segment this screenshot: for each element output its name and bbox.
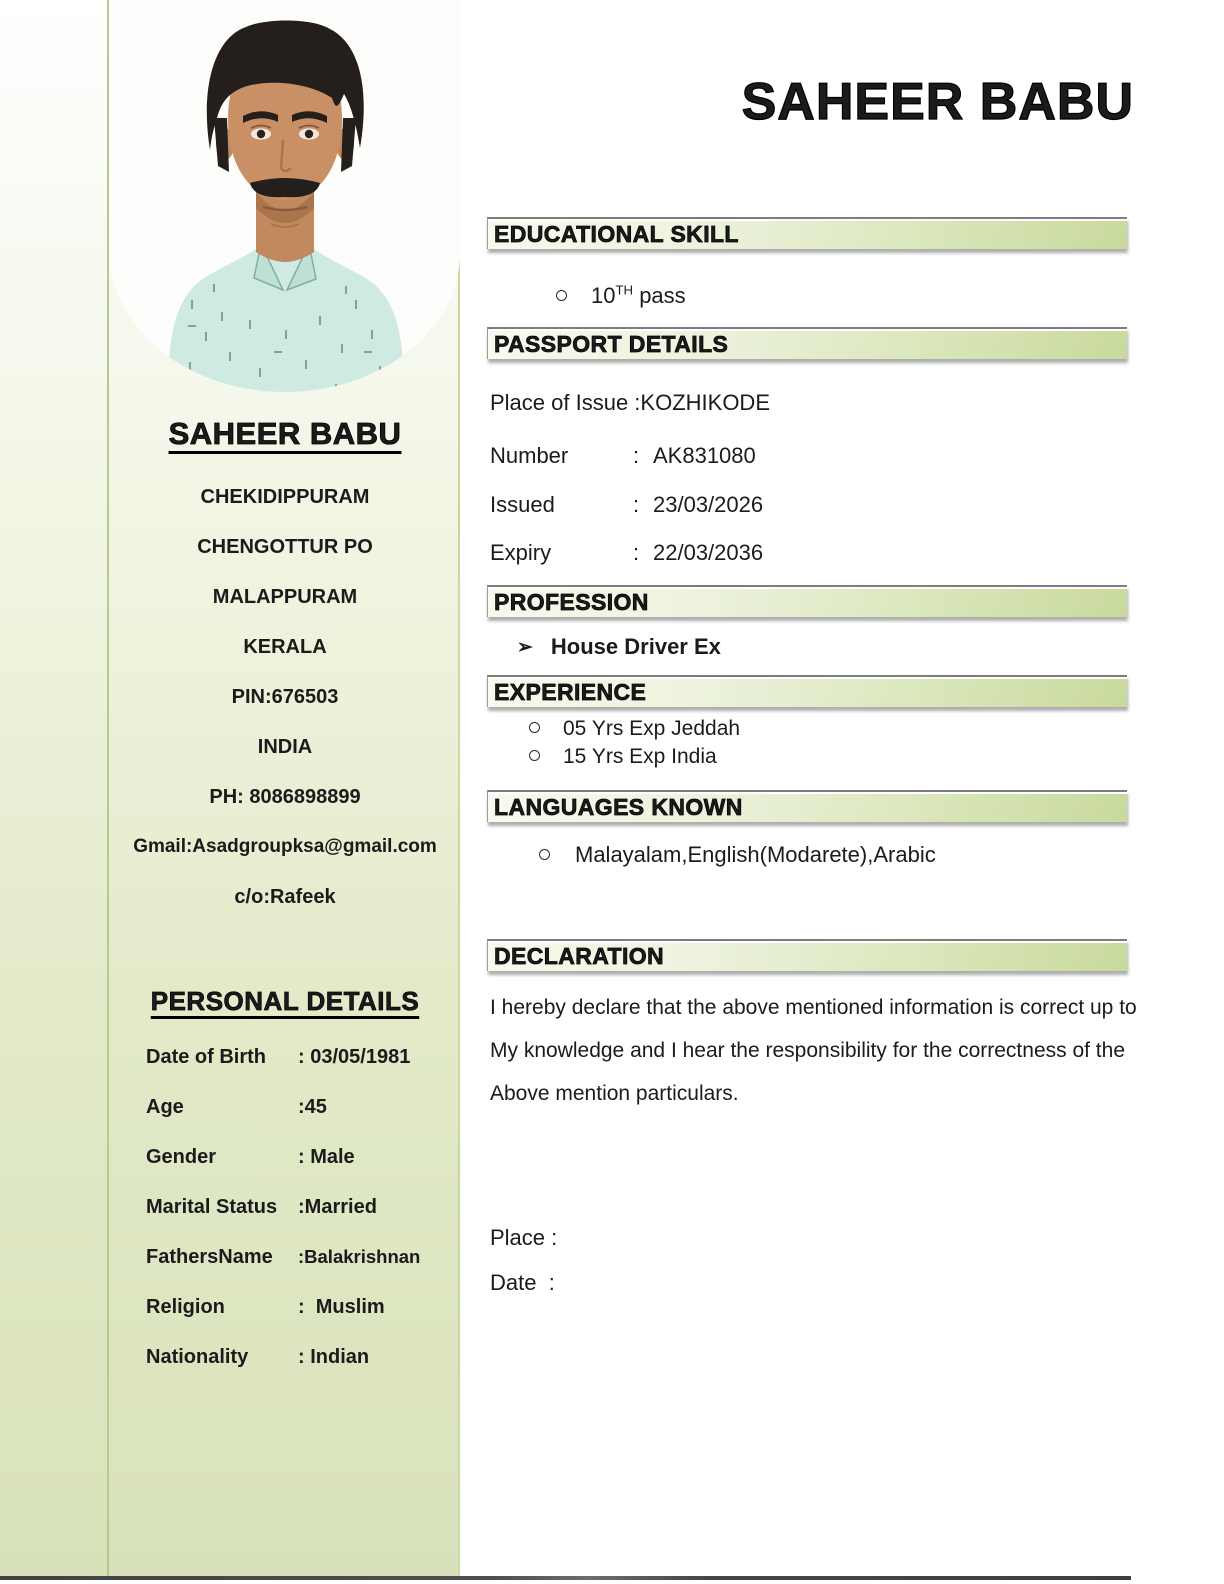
address-line: PH: 8086898899 bbox=[209, 786, 361, 808]
declaration-date-label: Date : bbox=[490, 1270, 555, 1295]
sidebar-divider-line bbox=[107, 0, 109, 1576]
address-line: INDIA bbox=[257, 736, 313, 758]
page-bottom-edge bbox=[0, 1576, 1131, 1580]
section-heading: DECLARATION bbox=[494, 943, 665, 969]
section-bar-languages bbox=[487, 790, 1127, 822]
personal-detail-row bbox=[146, 1082, 452, 1132]
passport-row bbox=[490, 490, 763, 520]
circle-bullet-icon bbox=[529, 750, 540, 761]
profession-text: House Driver Ex bbox=[550, 634, 721, 659]
page-title: SAHEER BABU bbox=[741, 73, 1134, 131]
detail-label: Date of Birth bbox=[146, 1046, 266, 1068]
personal-details-list bbox=[146, 1032, 452, 1382]
education-text: pass bbox=[633, 283, 686, 309]
passport-row bbox=[490, 441, 756, 471]
detail-value: :45 bbox=[298, 1096, 327, 1118]
experience-item bbox=[529, 714, 740, 744]
section-heading: EDUCATIONAL SKILL bbox=[494, 221, 739, 247]
section-bar-profession bbox=[487, 585, 1127, 617]
detail-label: Marital Status bbox=[146, 1196, 278, 1218]
personal-detail-row bbox=[146, 1182, 452, 1232]
section-heading: PASSPORT DETAILS bbox=[494, 331, 729, 357]
passport-label: Issued bbox=[490, 492, 555, 517]
circle-bullet-icon bbox=[539, 849, 550, 860]
passport-value: 22/03/2036 bbox=[653, 540, 764, 565]
passport-colon: : bbox=[633, 443, 640, 468]
education-text: 10 bbox=[591, 283, 616, 309]
passport-place-row bbox=[490, 388, 770, 418]
circle-bullet-icon bbox=[556, 290, 567, 301]
experience-item bbox=[529, 742, 717, 772]
detail-value: : Indian bbox=[298, 1346, 370, 1368]
declaration-line: Above mention particulars. bbox=[490, 1082, 739, 1105]
detail-value: : 03/05/1981 bbox=[298, 1046, 411, 1068]
section-heading: PROFESSION bbox=[494, 589, 649, 615]
section-bar-declaration bbox=[487, 939, 1127, 971]
declaration-line: My knowledge and I hear the responsibility for the correctness of the bbox=[490, 1039, 1126, 1062]
detail-label: FathersName bbox=[146, 1246, 273, 1268]
circle-bullet-icon bbox=[529, 722, 540, 733]
personal-detail-row bbox=[146, 1232, 452, 1282]
detail-value: : Muslim bbox=[298, 1296, 385, 1318]
personal-detail-row bbox=[146, 1332, 452, 1382]
language-item bbox=[539, 840, 936, 870]
profile-photo bbox=[110, 0, 460, 392]
personal-detail-row bbox=[146, 1132, 452, 1182]
detail-label: Gender bbox=[146, 1146, 217, 1168]
address-line: MALAPPURAM bbox=[212, 586, 358, 608]
personal-detail-row bbox=[146, 1032, 452, 1082]
passport-colon: : bbox=[633, 492, 640, 517]
sidebar-name: SAHEER BABU bbox=[168, 416, 402, 451]
detail-label: Religion bbox=[146, 1296, 225, 1318]
address-line: KERALA bbox=[243, 636, 327, 658]
address-line: PIN:676503 bbox=[231, 686, 339, 708]
personal-details-heading: PERSONAL DETAILS bbox=[150, 986, 420, 1016]
passport-place-label: Place of Issue : bbox=[490, 390, 641, 415]
address-line: CHENGOTTUR PO bbox=[197, 536, 373, 558]
declaration-place-label: Place : bbox=[490, 1225, 558, 1250]
education-superscript: TH bbox=[615, 283, 634, 298]
passport-place-value: KOZHIKODE bbox=[640, 390, 770, 415]
section-bar-educational bbox=[487, 217, 1127, 249]
passport-value: 23/03/2026 bbox=[653, 492, 764, 517]
section-bar-passport bbox=[487, 327, 1127, 359]
section-bar-experience bbox=[487, 675, 1127, 707]
passport-label: Number bbox=[490, 443, 569, 468]
detail-label: Age bbox=[146, 1096, 184, 1118]
address-line: CHEKIDIPPURAM bbox=[200, 486, 370, 508]
section-heading: EXPERIENCE bbox=[494, 679, 647, 705]
language-text: Malayalam,English(Modarete),Arabic bbox=[575, 842, 936, 867]
personal-detail-row bbox=[146, 1282, 452, 1332]
address-line: Gmail:Asadgroupksa@gmail.com bbox=[133, 836, 437, 857]
detail-value: : Male bbox=[298, 1146, 355, 1168]
sidebar-address bbox=[110, 472, 460, 922]
declaration-line: I hereby declare that the above mentioned information is correct up to bbox=[490, 996, 1137, 1019]
education-item bbox=[556, 276, 686, 311]
arrow-bullet-icon: ➢ bbox=[517, 637, 533, 658]
passport-row bbox=[490, 538, 763, 568]
passport-colon: : bbox=[633, 540, 640, 565]
passport-value: AK831080 bbox=[653, 443, 756, 468]
address-line: c/o:Rafeek bbox=[234, 886, 336, 908]
profession-item bbox=[517, 632, 721, 663]
experience-text: 15 Yrs Exp India bbox=[563, 745, 717, 768]
detail-label: Nationality bbox=[146, 1346, 249, 1368]
section-heading: LANGUAGES KNOWN bbox=[494, 794, 743, 820]
experience-text: 05 Yrs Exp Jeddah bbox=[563, 717, 741, 740]
detail-value: :Balakrishnan bbox=[298, 1246, 421, 1267]
passport-label: Expiry bbox=[490, 540, 552, 565]
detail-value: :Married bbox=[298, 1196, 377, 1218]
portrait-illustration bbox=[110, 0, 460, 392]
